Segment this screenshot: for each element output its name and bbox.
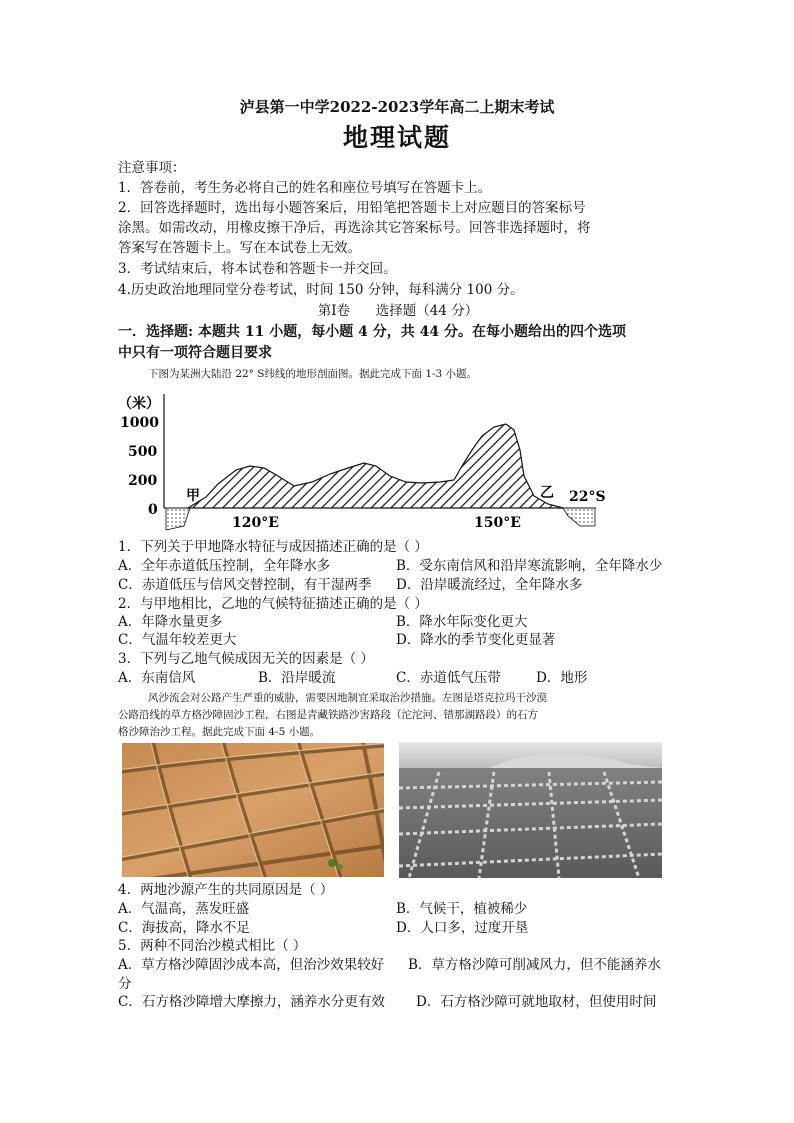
q5-option-c: C．石方格沙障增大摩擦力，涵养水分更有效 <box>118 994 385 1010</box>
intro-q4-5-a: 风沙流会对公路产生严重的威胁，需要因地制宜采取治沙措施。左图是塔克拉玛干沙漠 <box>148 692 547 704</box>
y-tick-1000: 1000 <box>120 415 159 431</box>
q2-stem: 2．与甲地相比，乙地的气候特征描述正确的是（ ） <box>118 596 428 612</box>
q1-option-c: C．赤道低压与信风交替控制，有干湿两季 <box>118 577 372 593</box>
note-3: 3．考试结束后，将本试卷和答题卡一并交回。 <box>118 261 397 277</box>
q4-stem: 4．两地沙源产生的共同原因是（ ） <box>118 882 334 898</box>
q5-option-a: A．草方格沙障固沙成本高，但治沙效果较好 <box>118 957 385 973</box>
q2-option-c: C．气温年较差更大 <box>118 632 237 648</box>
ocean-left <box>166 508 190 530</box>
q5-stem: 5．两种不同治沙模式相比（ ） <box>118 938 307 954</box>
q2-option-a: A．年降水量更多 <box>118 614 223 630</box>
q4-option-a: A．气温高，蒸发旺盛 <box>118 901 250 917</box>
q4-option-b: B．气候干，植被稀少 <box>396 901 528 917</box>
x-tick-150e: 150°E <box>474 515 521 531</box>
q3-option-b: B．沿岸暖流 <box>258 670 336 686</box>
y-tick-200: 200 <box>128 473 158 489</box>
exam-title: 泸县第一中学2022-2023学年高二上期末考试 <box>239 98 555 116</box>
y-tick-0: 0 <box>148 502 158 518</box>
note-2c: 答案写在答题卡上。写在本试卷上无效。 <box>118 240 361 256</box>
note-2a: 2．回答选择题时，选出每小题答案后，用铅笔把答题卡上对应题目的答案标号 <box>118 200 586 216</box>
q4-option-d: D．人口多，过度开垦 <box>396 920 529 936</box>
intro-q4-5-c: 格沙障治沙工程。据此完成下面 4-5 小题。 <box>118 726 321 738</box>
note-2b: 涂黑。如需改动，用橡皮擦干净后，再选涂其它答案标号。回答非选择题时，将 <box>118 220 591 236</box>
latitude-label: 22°S <box>569 489 606 505</box>
note-4: 4.历史政治地理同堂分卷考试，时间 150 分钟，每科满分 100 分。 <box>118 282 524 298</box>
q2-option-d: D．降水的季节变化更显著 <box>396 632 556 648</box>
q1-option-d: D．沿岸暖流经过，全年降水多 <box>396 577 583 593</box>
section-instruction-a: 一．选择题: 本题共 11 小题，每小题 4 分，共 44 分。在每小题给出的四个选项 <box>118 324 626 340</box>
q4-option-c: C．海拔高，降水不足 <box>118 920 250 936</box>
q2-option-b: B．降水年际变化更大 <box>396 614 528 630</box>
y-axis-unit: （米） <box>118 396 160 412</box>
q1-option-a: A．全年赤道低压控制，全年降水多 <box>118 558 331 574</box>
section-title: 第Ⅰ卷 选择题（44 分） <box>317 303 479 319</box>
q1-option-b: B．受东南信风和沿岸寒流影响，全年降水少 <box>396 558 663 574</box>
section-instruction-b: 中只有一项符合题目要求 <box>118 345 272 361</box>
q3-option-a: A．东南信风 <box>118 670 196 686</box>
q3-option-c: C．赤道低气压带 <box>396 670 501 686</box>
note-1: 1．答卷前，考生务必将自己的姓名和座位号填写在答题卡上。 <box>118 180 492 196</box>
label-jia: 甲 <box>186 488 200 504</box>
stone-checkerboard-photo <box>399 742 662 878</box>
q5-option-d: D．石方格沙障可就地取材，但使用时间 <box>416 994 657 1010</box>
q3-stem: 3．下列与乙地气候成因无关的因素是（ ） <box>118 651 374 667</box>
y-tick-500: 500 <box>128 444 158 460</box>
land-profile <box>188 424 563 508</box>
q1-stem: 1．下列关于甲地降水特征与成因描述正确的是（ ） <box>118 539 428 555</box>
straw-checkerboard-photo <box>122 743 384 877</box>
subject-title: 地理试题 <box>342 123 451 152</box>
intro-q4-5-b: 公路沿线的草方格沙障固沙工程，右图是青藏铁路沙害路段（沱沱河、错那湖路段）的石方 <box>118 709 538 721</box>
intro-q1-3: 下图为某洲大陆沿 22° S纬线的地形剖面图。据此完成下面 1-3 小题。 <box>148 368 478 380</box>
label-yi: 乙 <box>540 485 554 501</box>
q5-option-b-cont: 分 <box>118 976 132 992</box>
x-tick-120e: 120°E <box>232 515 279 531</box>
q3-option-d: D．地形 <box>536 670 588 686</box>
ocean-right <box>563 508 595 526</box>
notes-heading: 注意事项： <box>118 160 186 176</box>
terrain-profile-diagram <box>118 384 608 534</box>
q5-option-b: B．草方格沙障可削减风力，但不能涵养水 <box>408 957 661 973</box>
